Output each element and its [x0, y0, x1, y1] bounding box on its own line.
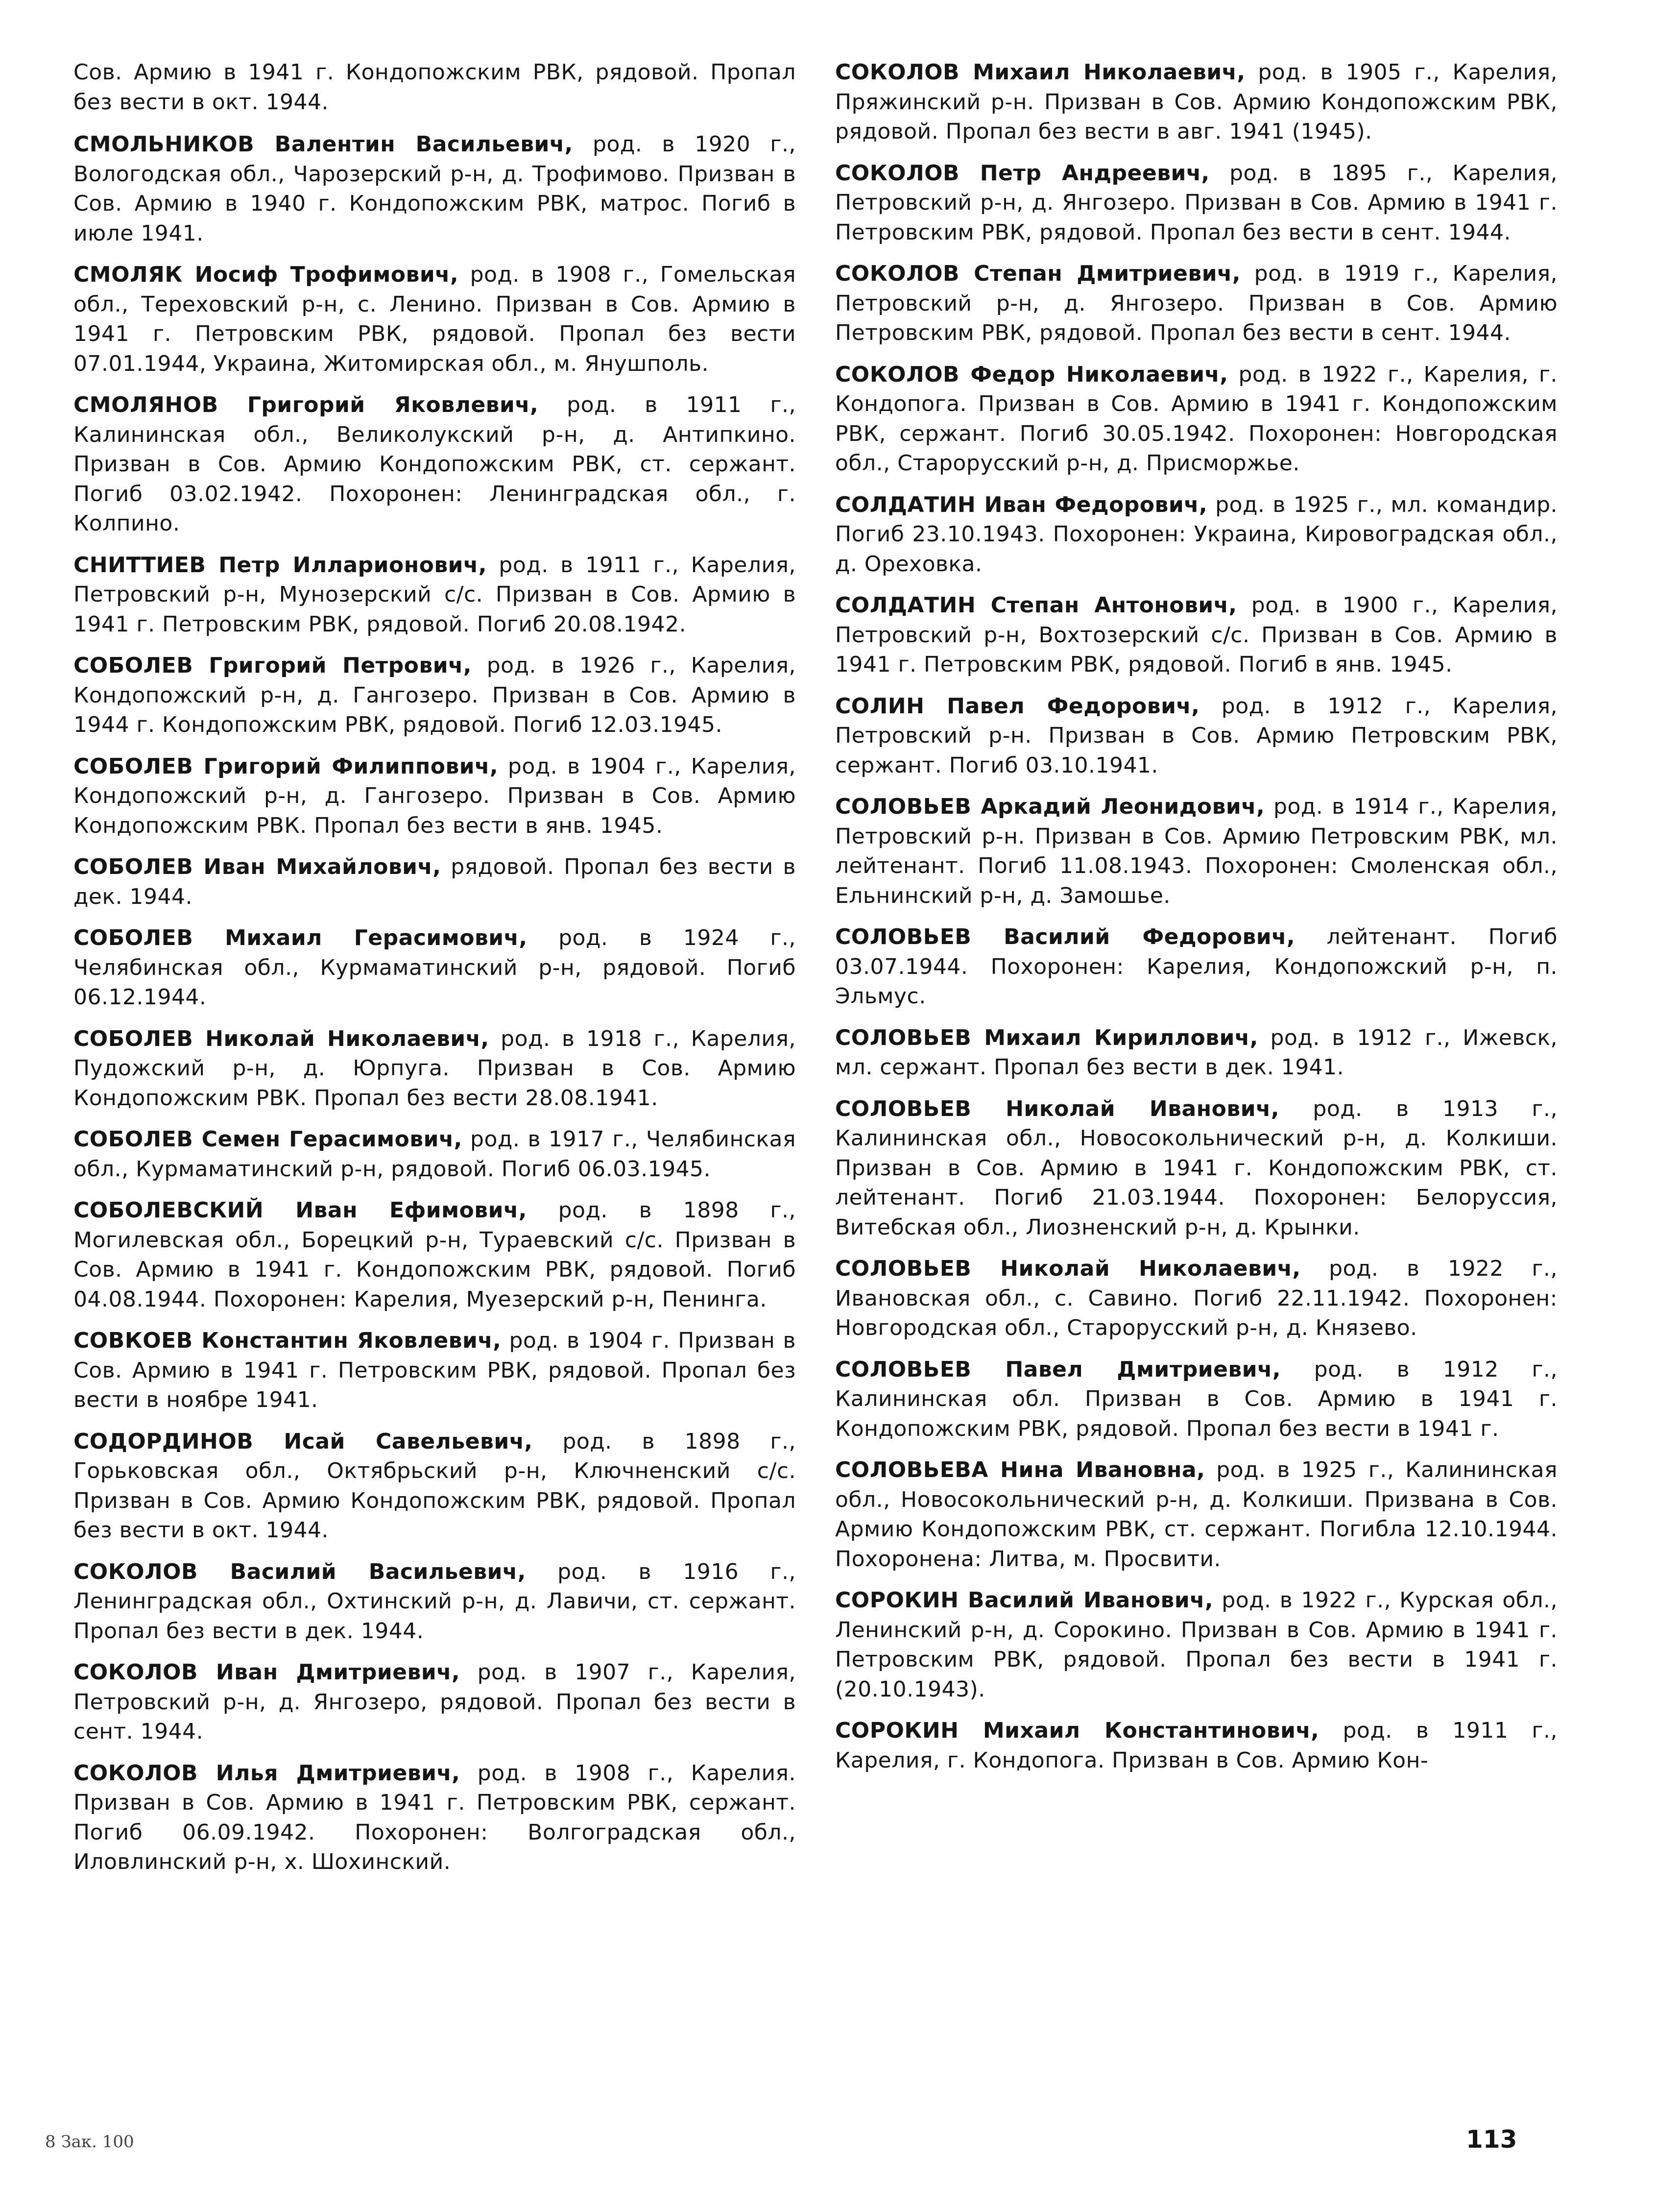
biographical-entry — [73, 1557, 796, 1647]
biographical-entry — [835, 692, 1558, 781]
entry-details: род. в 1914 г., Карелия, Петровский р-н. Призван в Сов. Армию Петровским РВК, мл. лейтенант. Погиб 11.08.1943. Похоронен: Смоленская обл., Ельнинский р-н, д. Замошье. — [835, 794, 1558, 908]
biographical-entry — [835, 259, 1558, 348]
entry-details: род. в 1911 г., Карелия, г. Кондопога. Призван в Сов. Армию Кон- — [835, 1718, 1558, 1773]
entry-name: СОБОЛЕВ Семен Герасимович, — [73, 1127, 462, 1152]
entry-name: СОРОКИН Михаил Константинович, — [835, 1718, 1320, 1743]
biographical-entry — [835, 1716, 1558, 1775]
page-number: 113 — [1466, 2125, 1517, 2154]
entry-details: род. в 1895 г., Карелия, Петровский р-н, д. Янгозеро. Призван в Сов. Армию в 1941 г. Петровским РВК, рядовой. Пропал без вести в сент. 1944. — [835, 160, 1558, 245]
entry-name: СНИТТИЕВ Петр Илларионович, — [73, 552, 487, 578]
entry-details: род. в 1900 г., Карелия, Петровский р-н, Вохтозерский с/с. Призван в Сов. Армию в 1941 г. Петровским РВК, рядовой. Погиб в янв. 1945. — [835, 593, 1558, 677]
entry-name: СОДОРДИНОВ Исай Савельевич, — [73, 1429, 533, 1454]
biographical-entry — [73, 1196, 796, 1314]
entry-name: СМОЛЬНИКОВ Валентин Васильевич, — [73, 132, 573, 157]
entry-name: СОЛОВЬЕВ Аркадий Леонидович, — [835, 794, 1265, 819]
entry-name: СОКОЛОВ Иван Дмитриевич, — [73, 1660, 460, 1685]
biographical-entry — [835, 1254, 1558, 1343]
entry-name: СОБОЛЕВ Михаил Герасимович, — [73, 925, 528, 950]
biographical-entry — [73, 651, 796, 740]
entry-name: СОКОЛОВ Василий Васильевич, — [73, 1559, 526, 1584]
biographical-entry — [73, 1024, 796, 1114]
entry-name: СОВКОЕВ Константин Яковлевич, — [73, 1328, 502, 1353]
entry-details: род. в 1904 г., Карелия, Кондопожский р-н, д. Гангозеро. Призван в Сов. Армию Кондопожским РВК. Пропал без вести в янв. 1945. — [73, 753, 796, 838]
continuation-text: Сов. Армию в 1941 г. Кондопожским РВК, рядовой. Пропал без вести в окт. 1944. — [73, 60, 796, 115]
biographical-entry — [73, 752, 796, 841]
biographical-entry — [835, 58, 1558, 147]
entry-name: СОКОЛОВ Федор Николаевич, — [835, 362, 1228, 387]
biographical-entry — [73, 923, 796, 1013]
entry-details: род. в 1926 г., Карелия, Кондопожский р-н, д. Гангозеро. Призван в Сов. Армию в 1944 г. Кондопожским РВК, рядовой. Погиб 12.03.1945. — [73, 653, 796, 737]
entry-name: СОБОЛЕВ Николай Николаевич, — [73, 1026, 489, 1051]
entry-name: СОЛОВЬЕВ Павел Дмитриевич, — [835, 1357, 1281, 1382]
entry-details: род. в 1908 г., Гомельская обл., Тереховский р-н, с. Ленино. Призван в Сов. Армию в 1941 г. Петровским РВК, рядовой. Пропал без вести 07.01.1944, Украина, Житомирская обл., м. Янушполь. — [73, 262, 796, 376]
entry-name: СОЛДАТИН Степан Антонович, — [835, 593, 1237, 618]
entry-name: СОКОЛОВ Степан Дмитриевич, — [835, 261, 1241, 286]
entry-details: род. в 1922 г., Карелия, г. Кондопога. Призван в Сов. Армию в 1941 г. Кондопожским РВК, сержант. Погиб 30.05.1942. Похоронен: Новгородская обл., Старорусский р-н, д. Присморжье. — [835, 362, 1558, 476]
entry-details: лейтенант. Погиб 03.07.1944. Похоронен: Карелия, Кондопожский р-н, п. Эльмус. — [835, 924, 1558, 1009]
entry-name: СОЛОВЬЕВ Михаил Кириллович, — [835, 1025, 1258, 1050]
biographical-entry — [73, 1427, 796, 1546]
entry-name: СМОЛЯНОВ Григорий Яковлевич, — [73, 392, 539, 417]
entry-name: СОКОЛОВ Михаил Николаевич, — [835, 60, 1246, 85]
biographical-entry — [73, 1125, 796, 1184]
entry-name: СОРОКИН Василий Иванович, — [835, 1588, 1214, 1613]
biographical-entry — [835, 922, 1558, 1012]
biographical-entry — [73, 1759, 796, 1877]
biographical-entry — [835, 1023, 1558, 1083]
entry-details: род. в 1922 г., Ивановская обл., с. Савино. Погиб 22.11.1942. Похоронен: Новгородская обл., Старорусский р-н, д. Князево. — [835, 1256, 1558, 1340]
biographical-entry — [835, 360, 1558, 479]
entry-name: СОКОЛОВ Илья Дмитриевич, — [73, 1760, 460, 1786]
biographical-entry — [73, 551, 796, 640]
right-column — [835, 58, 1558, 1787]
entry-name: СОКОЛОВ Петр Андреевич, — [835, 160, 1210, 186]
entry-details: род. в 1917 г., Челябинская обл., Курмаматинский р-н, рядовой. Погиб 06.03.1945. — [73, 1127, 796, 1182]
biographical-entry — [835, 159, 1558, 248]
entry-name: СОЛИН Павел Федорович, — [835, 693, 1200, 719]
entry-details: род. в 1925 г., Калининская обл., Новосокольнический р-н, д. Колкиши. Призвана в Сов. Армию Кондопожским РВК, ст. сержант. Погибла 12.10.1944. Похоронена: Литва, м. Просвити. — [835, 1457, 1558, 1572]
entry-name: СМОЛЯК Иосиф Трофимович, — [73, 262, 459, 287]
entry-name: СОБОЛЕВ Григорий Филиппович, — [73, 753, 499, 779]
entry-details: род. в 1916 г., Ленинградская обл., Охтинский р-н, д. Лавичи, ст. сержант. Пропал без вести в дек. 1944. — [73, 1559, 796, 1644]
entry-details: род. в 1912 г., Ижевск, мл. сержант. Пропал без вести в дек. 1941. — [835, 1025, 1558, 1080]
entry-details: род. в 1911 г., Калининская обл., Великолукский р-н, д. Антипкино. Призван в Сов. Армию Кондопожским РВК, ст. сержант. Погиб 03.02.1942. Похоронен: Ленинградская обл., г. Колпино. — [73, 392, 796, 536]
entry-details: род. в 1912 г., Карелия, Петровский р-н. Призван в Сов. Армию Петровским РВК, сержант. Погиб 03.10.1941. — [835, 693, 1558, 778]
entry-name: СОБОЛЕВ Григорий Петрович, — [73, 653, 472, 678]
entry-name: СОЛОВЬЕВ Василий Федорович, — [835, 924, 1296, 949]
biographical-entry — [73, 852, 796, 912]
entry-details: род. в 1911 г., Карелия, Петровский р-н, Мунозерский с/с. Призван в Сов. Армию в 1941 г. Петровским РВК, рядовой. Погиб 20.08.1942. — [73, 552, 796, 637]
biographical-entry — [835, 490, 1558, 580]
biographical-entry — [73, 130, 796, 248]
entry-details: род. в 1908 г., Карелия. Призван в Сов. Армию в 1941 г. Петровским РВК, сержант. Погиб 06.09.1942. Похоронен: Волгоградская обл., Иловлинский р-н, х. Шохинский. — [73, 1760, 796, 1874]
biographical-entry — [835, 1586, 1558, 1704]
entry-details: род. в 1898 г., Горьковская обл., Октябрьский р-н, Ключненский с/с. Призван в Сов. Армию Кондопожским РВК, рядовой. Пропал без вести в окт. 1944. — [73, 1429, 796, 1543]
entry-details: род. в 1905 г., Карелия, Пряжинский р-н. Призван в Сов. Армию Кондопожским РВК, рядовой. Пропал без вести в авг. 1941 (1945). — [835, 60, 1558, 144]
entry-details: род. в 1904 г. Призван в Сов. Армию в 1941 г. Петровским РВК, рядовой. Пропал без вести в ноябре 1941. — [73, 1328, 796, 1412]
entry-details: род. в 1912 г., Калининская обл. Призван в Сов. Армию в 1941 г. Кондопожским РВК, рядовой. Пропал без вести в 1941 г. — [835, 1357, 1558, 1441]
entry-name: СОЛДАТИН Иван Федорович, — [835, 492, 1208, 517]
biographical-entry — [73, 1658, 796, 1747]
biographical-entry — [835, 591, 1558, 680]
left-column — [73, 58, 796, 1889]
biographical-entry — [73, 390, 796, 539]
biographical-entry — [73, 260, 796, 379]
printer-mark: 8 Зак. 100 — [45, 2132, 134, 2152]
entry-details: род. в 1924 г., Челябинская обл., Курмаматинский р-н, рядовой. Погиб 06.12.1944. — [73, 925, 796, 1010]
biographical-entry — [835, 1355, 1558, 1444]
entry-details: род. в 1922 г., Курская обл., Ленинский р-н, д. Сорокино. Призван в Сов. Армию в 1941 г. Петровским РВК, рядовой. Пропал без вести в 1941 г. (20.10.1943). — [835, 1588, 1558, 1702]
entry-name: СОЛОВЬЕВА Нина Ивановна, — [835, 1457, 1205, 1482]
entry-name: СОЛОВЬЕВ Николай Николаевич, — [835, 1256, 1301, 1281]
biographical-entry — [835, 792, 1558, 911]
biographical-entry — [73, 1326, 796, 1415]
entry-name: СОБОЛЕВ Иван Михайлович, — [73, 854, 441, 879]
entry-name: СОБОЛЕВСКИЙ Иван Ефимович, — [73, 1198, 527, 1223]
entry-details: рядовой. Пропал без вести в дек. 1944. — [73, 854, 796, 909]
entry-details: род. в 1919 г., Карелия, Петровский р-н, д. Янгозеро. Призван в Сов. Армию Петровским РВК, рядовой. Пропал без вести в сент. 1944. — [835, 261, 1558, 345]
entry-details: род. в 1907 г., Карелия, Петровский р-н, д. Янгозеро, рядовой. Пропал без вести в сент. 1944. — [73, 1660, 796, 1744]
entry-details: род. в 1913 г., Калининская обл., Новосокольнический р-н, д. Колкиши. Призван в Сов. Армию в 1941 г. Кондопожским РВК, ст. лейтенант. Погиб 21.03.1944. Похоронен: Белоруссия, Витебская обл., Лиозненский р-н, д. Крынки. — [835, 1096, 1558, 1240]
entry-details: род. в 1920 г., Вологодская обл., Чарозерский р-н, д. Трофимово. Призван в Сов. Армию в 1940 г. Кондопожским РВК, матрос. Погиб в июле 1941. — [73, 132, 796, 246]
entry-details: род. в 1918 г., Карелия, Пудожский р-н, д. Юрпуга. Призван в Сов. Армию Кондопожским РВК. Пропал без вести 28.08.1941. — [73, 1026, 796, 1111]
entry-details: род. в 1925 г., мл. командир. Погиб 23.10.1943. Похоронен: Украина, Кировоградская обл., д. Ореховка. — [835, 492, 1558, 577]
biographical-entry — [835, 1455, 1558, 1574]
entry-name: СОЛОВЬЕВ Николай Иванович, — [835, 1096, 1279, 1121]
biographical-entry — [835, 1094, 1558, 1243]
entry-details: род. в 1898 г., Могилевская обл., Борецкий р-н, Тураевский с/с. Призван в Сов. Армию в 1941 г. Кондопожским РВК, рядовой. Погиб 04.08.1944. Похоронен: Карелия, Муезерский р-н, Пенинга. — [73, 1198, 796, 1312]
